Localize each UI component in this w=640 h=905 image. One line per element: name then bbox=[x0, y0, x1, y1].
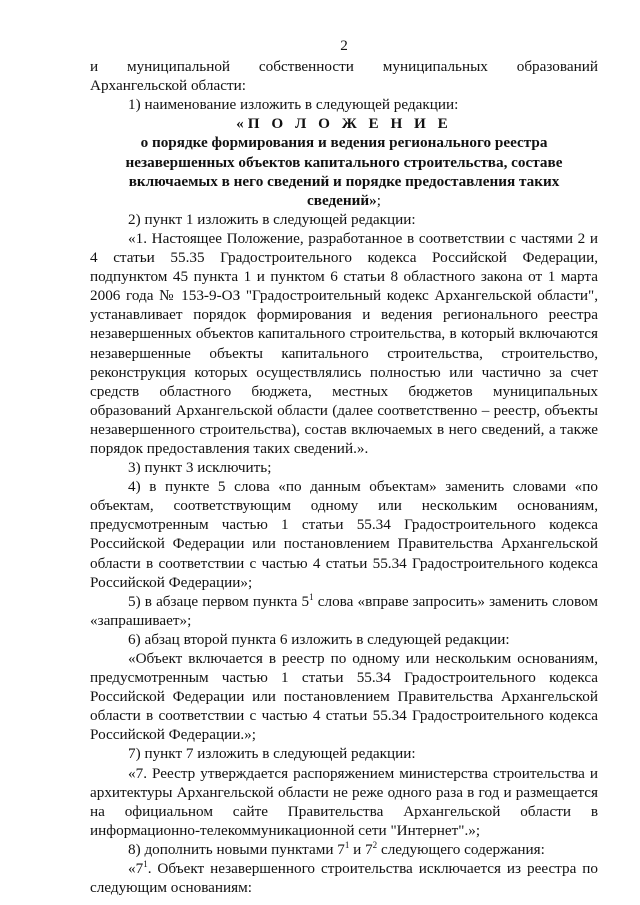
regulation-title-text bbox=[90, 133, 598, 209]
item-8-text-sup: 1 bbox=[143, 859, 148, 870]
item-5-b: слова «вправе запросить» заменить словом «запрашивает»; bbox=[90, 592, 598, 629]
item-2: 2) пункт 1 изложить в следующей редакции: bbox=[128, 210, 416, 228]
regulation-title-heading: «П О Л О Ж Е Н И Е bbox=[236, 115, 452, 133]
page-number: 2 bbox=[340, 37, 348, 54]
item-8-text-a: «7 bbox=[128, 860, 144, 878]
regulation-title-tail: ; bbox=[376, 191, 381, 209]
item-5-sup: 1 bbox=[309, 591, 314, 602]
item-1: 1) наименование изложить в следующей редакции: bbox=[128, 96, 459, 114]
item-5 bbox=[90, 592, 598, 630]
item-8-sup1: 1 bbox=[344, 839, 350, 850]
item-7: 7) пункт 7 изложить в следующей редакции: bbox=[128, 745, 416, 763]
item-4: 4) в пункте 5 слова «по данным объектам» заменить словами «по объектам, соответствующим одному или нескольким основаниям, предусмотренным частью 1 статьи 55.34 Градостроительного кодекса Российской Федерации или постановлением Правительства Архангельской области в соответствии с частью 4 статьи 55.34 Градостроительного кодекса Российской Федерации»; bbox=[90, 478, 598, 591]
item-8-sup2: 2 bbox=[372, 839, 378, 850]
item-8 bbox=[90, 840, 598, 859]
item-6: 6) абзац второй пункта 6 изложить в следующей редакции: bbox=[128, 630, 510, 648]
item-5-a: 5) в абзаце первом пункта 5 bbox=[128, 592, 310, 610]
item-7-text: «7. Реестр утверждается распоряжением министерства строительства и архитектуры Архангельской области не реже одного раза в год и размещается на официальном сайте Правительства Архангельской области в информационно-телекоммуникационной сети "Интернет".»; bbox=[90, 764, 598, 839]
document-page bbox=[90, 36, 598, 897]
item-8-text-b: . Объект незавершенного строительства исключается из реестра по следующим основаниям: bbox=[90, 860, 598, 897]
item-6-text: «Объект включается в реестр по одному или нескольким основаниям, предусмотренным частью 1 статьи 55.34 Градостроительного кодекса Российской Федерации или постановлением Правительства Архангельской области в соответствии с частью 4 статьи 55.34 Градостроительного кодекса Российской Федерации.»; bbox=[90, 650, 598, 744]
item-8-b: и 7 bbox=[349, 840, 373, 858]
item-8-a: 8) дополнить новыми пунктами 7 bbox=[128, 840, 345, 858]
item-2-text: «1. Настоящее Положение, разработанное в соответствии с частями 2 и 4 статьи 55.35 Градостроительного кодекса Российской Федерации, подпунктом 45 пункта 1 и пунктом 6 статьи 8 областного закона от 1 марта 2006 года № 153-9-ОЗ "Градостроительный кодекс Архангельской области", устанавливает порядок формирования и ведения регионального реестра незавершенных объектов капитального строительства, в который включаются незавершенные объекты капитального строительства, строительство, реконструкция которых осуществлялись полностью или частично за счет средств областного бюджета, местных бюджетов муниципальных образований Архангельской области (далее соответственно – реестр, объекты незавершенного строительства), состав включаемых в него сведений, а также порядок предоставления таких сведений.». bbox=[90, 229, 598, 457]
regulation-title-body: о порядке формирования и ведения регионального реестра незавершенных объектов капитального строительства, составе включаемых в него сведений и порядке предоставления таких сведений» bbox=[125, 134, 563, 209]
item-3: 3) пункт 3 исключить; bbox=[128, 459, 272, 477]
item-8-c: следующего содержания: bbox=[377, 840, 545, 858]
item-8-text bbox=[90, 859, 598, 897]
paragraph-intro: и муниципальной собственности муниципальных образований Архангельской области: bbox=[90, 58, 598, 95]
